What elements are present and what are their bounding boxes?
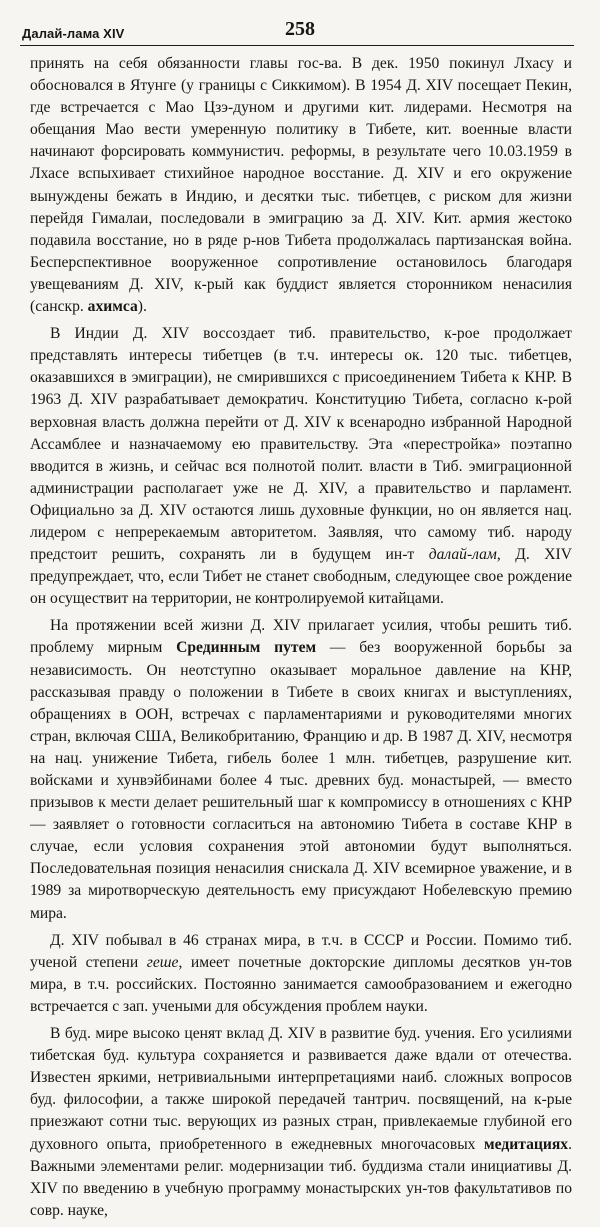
header-rule [20,45,574,46]
paragraph-text: Д. XIV побывал в 46 странах мира, в т.ч. в СССР и России. Помимо тиб. ученой степени [30,931,572,971]
page-header [0,0,600,42]
paragraph-text: На протяжении всей жизни Д. XIV прилагает усилия, чтобы решить тиб. проблему мирным [30,617,572,657]
bold-term: Срединным путем [176,639,317,657]
paragraph-text: ). [137,298,147,316]
paragraph-text: , Д. XIV предупреждает, что, если Тибет не станет свободным, следующее свое рождение он осуществит на территории, не контролируемой китайцами. [30,546,572,608]
paragraph-text: , имеет почетные докторские дипломы десятков ун-тов мира, в т.ч. российских. Постоянно занимается самообразованием и ежегодно встречается с зап. учеными для обсуждения проблем науки. [30,953,572,1015]
italic-term: далай-лам [428,546,497,564]
paragraph [30,323,572,610]
bold-term: ахимса [87,298,138,316]
bold-term: медитациях [484,1135,569,1153]
body-text [30,53,572,1227]
running-title: Далай-лама XIV [22,26,125,41]
page-number: 258 [285,18,315,40]
paragraph-text: — без вооруженной борьбы за независимость. Он неотступно оказывает моральное давление на КНР, рассказывая правду о положении в Тибете в своих книгах и выступлениях, обращениях в ООН, встречах с парламентариями и руководителями многих стран, включая США, Великобританию, Францию и др. В 1987 Д. XIV, несмотря на нац. унижение Тибета, гибель более 1 млн. тибетцев, разрушение кит. войсками и хунвэйбинами более 4 тыс. древних буд. монастырей, — вместо призывов к мести делает решительный шаг к компромиссу в отношениях с КНР — заявляет о готовности согласиться на автономию Тибета в составе КНР в случае, если условия сохранения этой автономии будут выполняться. Последовательная позиция ненасилия снискала Д. XIV всемирное уважение, и в 1989 за миротворческую деятельность ему присуждают Нобелевскую премию мира. [30,639,573,922]
paragraph-text: . Важными элементами религ. модернизации тиб. буддизма стали инициативы Д. XIV по введению в учебную программу монастырских ун-тов факультативов по совр. науке, [30,1135,572,1219]
paragraph [30,1023,572,1222]
paragraph-text: В Индии Д. XIV воссоздает тиб. правительство, к-рое продолжает представлять интересы тибетцев (в т.ч. интересы ок. 120 тыс. тибетцев, оказавшихся в эмиграции), не смирившихся с присоединением Тибета к КНР. В 1963 Д. XIV разрабатывает демократич. Конституцию Тибета, согласно к-рой верховная власть должна перейти от Д. XIV к всенародно избранной Народной Ассамблее и назначаемому ею правительству. Эта «перестройка» поэтапно вводится в жизнь, и сейчас вся полнотой полит. власти в Тиб. эмиграционной администрации располагает уже не Д. XIV, а правительство и парламент. Официально за Д. XIV остаются лишь духовные функции, но он является нац. лидером с непререкаемым авторитетом. Заявляя, что самому тиб. народу предстоит решить, сохранять ли в будущем ин-т [30,325,572,564]
paragraph [30,53,572,318]
paragraph-text: В буд. мире высоко ценят вклад Д. XIV в развитие буд. учения. Его усилиями тибетская буд. культура сохраняется и развивается даже вдали от отечества. Известен яркими, нетривиальными интерпретациями наиб. сложных вопросов буд. философии, а также широкой передачей тантрич. посвящений, на к-рые приезжают сотни тыс. верующих из разных стран, привлекаемые глубиной его духовного опыта, приобретенного в ежедневных многочасовых [30,1025,572,1153]
paragraph-text: принять на себя обязанности главы гос-ва. В дек. 1950 покинул Лхасу и обосновался в Ятунге (у границы с Сиккимом). В 1954 Д. XIV посещает Пекин, где встречается с Мао Цзэ-дуном и другими кит. лидерами. Несмотря на обещания Мао вести умеренную политику в Тибете, кит. военные власти начинают форсировать коммунистич. реформы, в результате чего 10.03.1959 в Лхасе вспыхивает стихийное народное восстание. Д. XIV и его окружение вынуждены бежать в Индию, и десятки тыс. тибетцев, с риском для жизни перейдя Гималаи, последовали в эмиграцию за Д. XIV. Кит. армия жестоко подавила восстание, но в ряде р-нов Тибета продолжалась партизанская война. Бесперспективное вооруженное сопротивление остановилось благодаря увещеваниям Д. XIV, к-рый как буддист является сторонником ненасилия (санскр. [30,55,572,316]
paragraph [30,930,572,1018]
paragraph [30,615,572,924]
italic-term: геше [146,953,179,971]
